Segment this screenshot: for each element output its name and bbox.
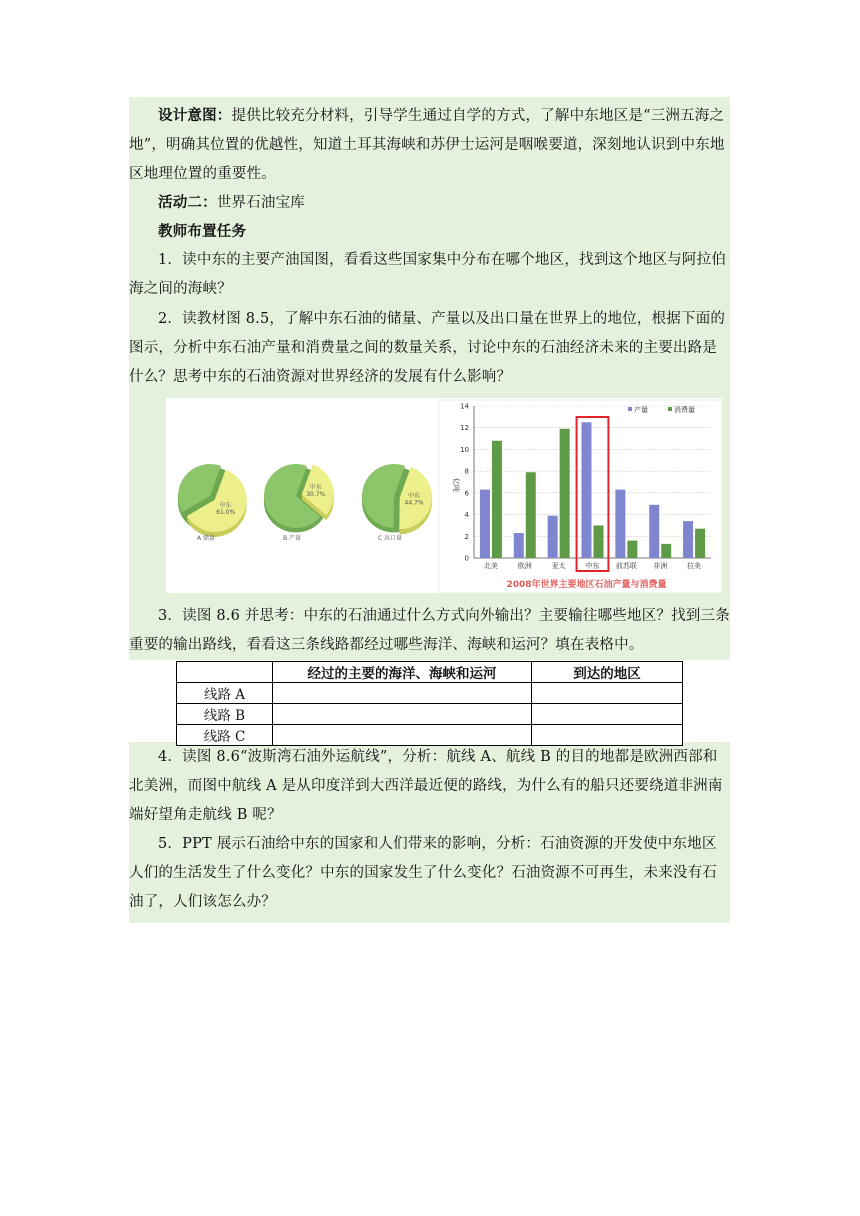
x-tick-label: 北美: [483, 562, 498, 570]
bar-consumption: [661, 544, 671, 558]
task-5: 5．PPT 展示石油给中东的国家和人们带来的影响，分析：石油资源的开发使中东地区人们的生活发生了什么变化？中东的国家发生了什么变化？石油资源不可再生，未来没有石油了，人们该怎么办？: [129, 836, 717, 910]
y-tick-label: 6: [464, 489, 469, 498]
task-3: 3．读图 8.6 并思考：中东的石油通过什么方式向外输出？主要输往哪些地区？找到三条重要的输出路线，看看这三条线路都经过哪些海洋、海峡和运河？填在表格中。: [129, 608, 730, 653]
bar-production: [615, 490, 625, 558]
bar-consumption: [627, 541, 637, 558]
bar-consumption: [594, 525, 604, 558]
oil-figure: [166, 398, 722, 593]
y-tick-label: 14: [460, 402, 469, 411]
x-tick-label: 中东: [585, 562, 600, 570]
y-tick-label: 8: [464, 467, 469, 476]
bar-consumption: [560, 429, 570, 558]
bar-production: [649, 505, 659, 558]
bar-production: [514, 533, 524, 558]
table-row: [177, 683, 683, 704]
pie-data-label: 30.7%: [306, 490, 326, 498]
task-1: 1．读中东的主要产油国图，看看这些国家集中分布在哪个地区，找到这个地区与阿拉伯海之间的海峡？: [129, 252, 727, 297]
x-tick-label: 亚太: [551, 562, 566, 570]
bar-consumption: [492, 441, 502, 558]
pie-title: A 储量: [196, 535, 216, 542]
table-row: [177, 704, 683, 725]
route-b-label: 线路 B: [177, 704, 273, 725]
table-header-destination: 到达的地区: [532, 662, 683, 683]
pie-data-label: 61.0%: [216, 509, 236, 517]
legend-label: 产量: [634, 406, 648, 414]
pie-data-label: 中东: [408, 492, 421, 500]
activity-two-heading: [129, 188, 730, 218]
design-intent-text: 提供比较充分材料，引导学生通过自学的方式，了解中东地区是“三洲五海之地”，明确其位置的优越性，知道土耳其海峡和苏伊士运河是咽喉要道，深刻地认识到中东地区地理位置的重要性。: [129, 108, 725, 182]
pie-data-label: 中东: [219, 502, 232, 510]
route-b-passages-cell[interactable]: [273, 704, 532, 725]
x-tick-label: 欧洲: [517, 562, 532, 570]
route-a-destination-cell[interactable]: [532, 683, 683, 704]
table-header-row: [177, 662, 683, 683]
bar-production: [683, 521, 693, 558]
route-a-label: 线路 A: [177, 683, 273, 704]
bar-production: [582, 422, 592, 558]
y-tick-label: 4: [464, 511, 469, 520]
pie-data-label: 44.7%: [404, 499, 424, 507]
route-b-destination-cell[interactable]: [532, 704, 683, 725]
bar-consumption: [695, 529, 705, 558]
teacher-task-heading: 教师布置任务: [158, 223, 247, 240]
y-axis-label: 亿吨: [452, 478, 460, 492]
table-header-empty: [177, 662, 273, 683]
x-tick-label: 拉美: [687, 562, 702, 570]
pie-title: B 产量: [282, 535, 302, 542]
bar-production: [480, 490, 490, 558]
legend-swatch: [668, 407, 672, 411]
design-intent-label: 设计意图：: [158, 107, 232, 124]
pie-title: C 出口量: [377, 535, 403, 542]
y-tick-label: 2: [464, 532, 469, 541]
route-a-passages-cell[interactable]: [273, 683, 532, 704]
bar-chart-title: 2008年世界主要地区石油产量与消费量: [506, 580, 667, 590]
bar-production: [548, 516, 558, 558]
legend-swatch: [628, 407, 632, 411]
y-tick-label: 10: [460, 445, 469, 454]
task-4: 4．读图 8.6“波斯湾石油外运航线”，分析：航线 A、航线 B 的目的地都是欧洲西部和北美洲，而图中航线 A 是从印度洋到大西洋最近便的路线，为什么有的船只还要绕道非洲南端好望角走航线 B 呢？: [129, 749, 723, 823]
legend-label: 消费量: [674, 406, 695, 414]
x-tick-label: 非洲: [653, 562, 668, 570]
design-intent-paragraph: [129, 101, 730, 189]
table-header-passages: 经过的主要的海洋、海峡和运河: [273, 662, 532, 683]
route-table: [176, 661, 683, 746]
activity-two-label: 活动二：: [158, 194, 217, 211]
activity-two-title: 世界石油宝库: [216, 195, 306, 211]
pie-charts: [178, 464, 432, 542]
oil-figure-svg: [166, 398, 722, 593]
x-tick-label: 前苏联: [615, 562, 637, 570]
pie-data-label: 中东: [309, 483, 322, 491]
route-c-label: 线路 C: [177, 725, 273, 746]
y-tick-label: 0: [464, 554, 469, 563]
y-tick-label: 12: [460, 424, 469, 433]
bar-consumption: [526, 472, 536, 558]
task-2: 2．读教材图 8.5，了解中东石油的储量、产量以及出口量在世界上的地位，根据下面的图示，分析中东石油产量和消费量之间的数量关系，讨论中东的石油经济未来的主要出路是什么？思考中东的石油资源对世界经济的发展有什么影响？: [129, 311, 726, 385]
